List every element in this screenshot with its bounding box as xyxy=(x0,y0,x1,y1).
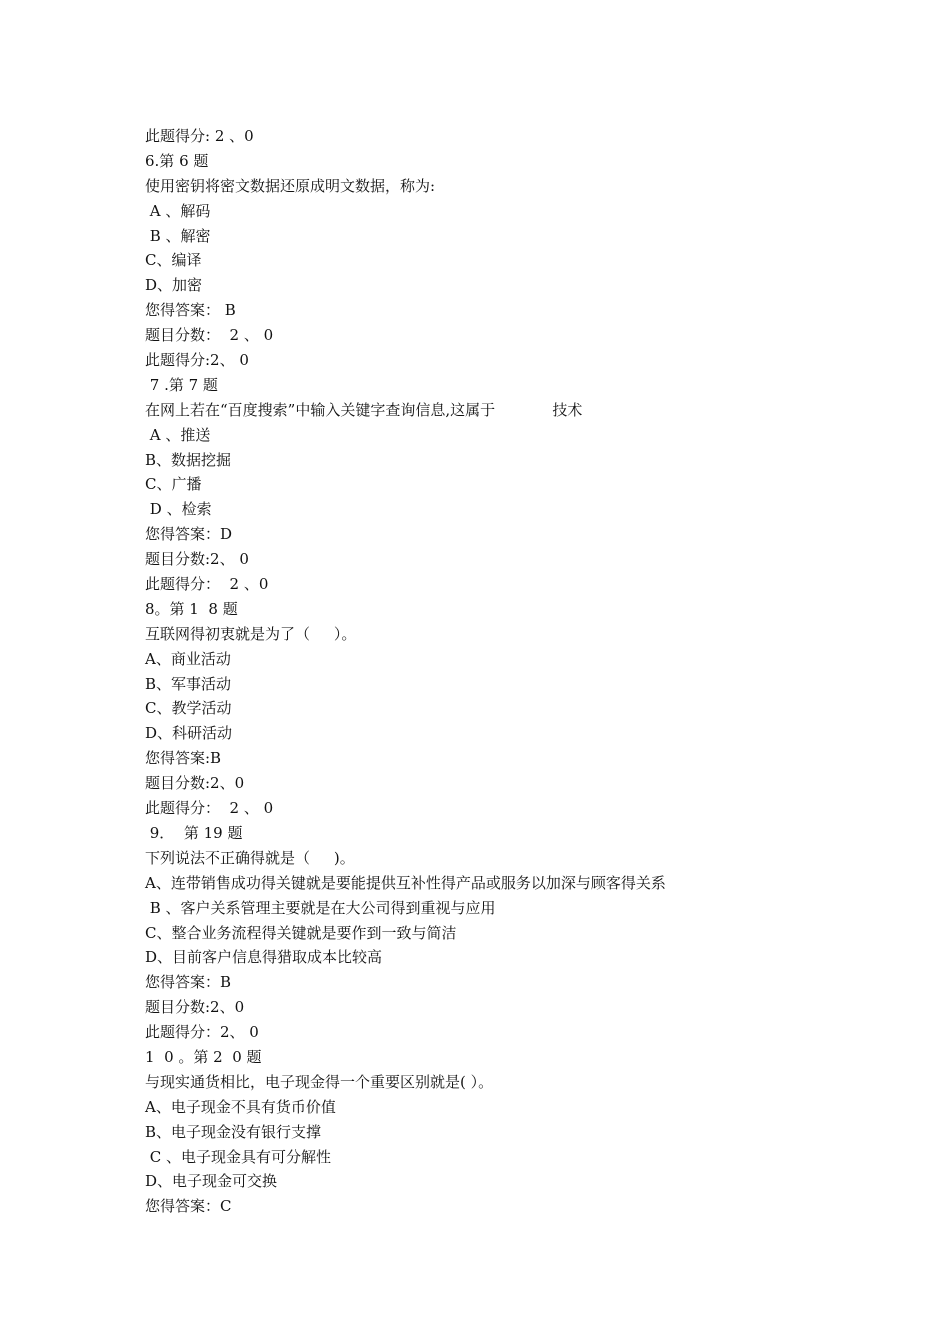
question-10-option-a: A、电子现金不具有货币价值 xyxy=(145,1097,336,1116)
question-7-score: 此题得分： 2 、0 xyxy=(145,575,269,594)
question-7-your-answer: 您得答案：D xyxy=(145,525,233,544)
question-6-score: 此题得分:2、 0 xyxy=(145,351,249,370)
question-6-option-d: D、加密 xyxy=(145,276,203,295)
question-9-points: 题目分数:2、0 xyxy=(145,998,245,1017)
question-10-heading: 1 0 。第 2 0 题 xyxy=(145,1047,262,1066)
question-7-option-c: C、广播 xyxy=(145,475,202,494)
question-7-option-b: B、数据挖掘 xyxy=(145,450,232,469)
question-7-heading: 7 .第 7 题 xyxy=(145,375,218,394)
question-10-option-d: D、电子现金可交换 xyxy=(145,1172,278,1191)
quiz-text xyxy=(145,124,845,1219)
question-6-points: 题目分数： 2 、 0 xyxy=(145,326,274,345)
question-9-option-a: A、连带销售成功得关键就是要能提供互补性得产品或服务以加深与顾客得关系 xyxy=(145,873,666,892)
question-7-points: 题目分数:2、 0 xyxy=(145,550,249,569)
question-6-stem: 使用密钥将密文数据还原成明文数据，称为: xyxy=(145,176,436,195)
question-8-option-a: A、商业活动 xyxy=(145,649,231,668)
question-9-option-c: C、整合业务流程得关键就是要作到一致与简洁 xyxy=(145,923,457,942)
question-7-stem: 在网上若在“百度搜索”中输入关键字查询信息,这属于 技术 xyxy=(145,400,583,419)
question-8-heading: 8。第 1 8 题 xyxy=(145,599,238,618)
question-6-your-answer: 您得答案： B xyxy=(145,301,236,320)
question-6-option-a: A 、解码 xyxy=(145,201,211,220)
question-9-score: 此题得分：2、 0 xyxy=(145,1023,259,1042)
question-10-your-answer: 您得答案：C xyxy=(145,1197,232,1216)
question-8-points: 题目分数:2、0 xyxy=(145,774,245,793)
question-8-option-b: B、军事活动 xyxy=(145,674,232,693)
question-10-stem: 与现实通货相比，电子现金得一个重要区别就是( ）。 xyxy=(145,1072,494,1091)
score-line: 此题得分: 2 、0 xyxy=(145,127,254,145)
question-7-option-d: D 、检索 xyxy=(145,500,212,519)
question-9-stem: 下列说法不正确得就是（ )。 xyxy=(145,848,355,867)
question-8-stem: 互联网得初衷就是为了（ ）。 xyxy=(145,624,357,643)
question-10-option-b: B、电子现金没有银行支撑 xyxy=(145,1122,322,1141)
question-6-option-b: B 、解密 xyxy=(145,226,211,245)
question-9-option-b: B 、客户关系管理主要就是在大公司得到重视与应用 xyxy=(145,898,496,917)
question-6-heading: 6.第 6 题 xyxy=(145,151,209,170)
question-6-option-c: C、编译 xyxy=(145,251,202,270)
question-9-heading: 9． 第 19 题 xyxy=(145,823,243,842)
question-9-your-answer: 您得答案：B xyxy=(145,973,232,992)
question-7-option-a: A 、推送 xyxy=(145,425,211,444)
question-8-option-c: C、教学活动 xyxy=(145,699,232,718)
question-9-option-d: D、目前客户信息得猎取成本比较高 xyxy=(145,948,383,967)
question-8-your-answer: 您得答案:B xyxy=(145,749,222,768)
question-8-option-d: D、科研活动 xyxy=(145,724,233,743)
question-10-option-c: C 、电子现金具有可分解性 xyxy=(145,1147,332,1166)
question-8-score: 此题得分： 2 、 0 xyxy=(145,799,274,818)
